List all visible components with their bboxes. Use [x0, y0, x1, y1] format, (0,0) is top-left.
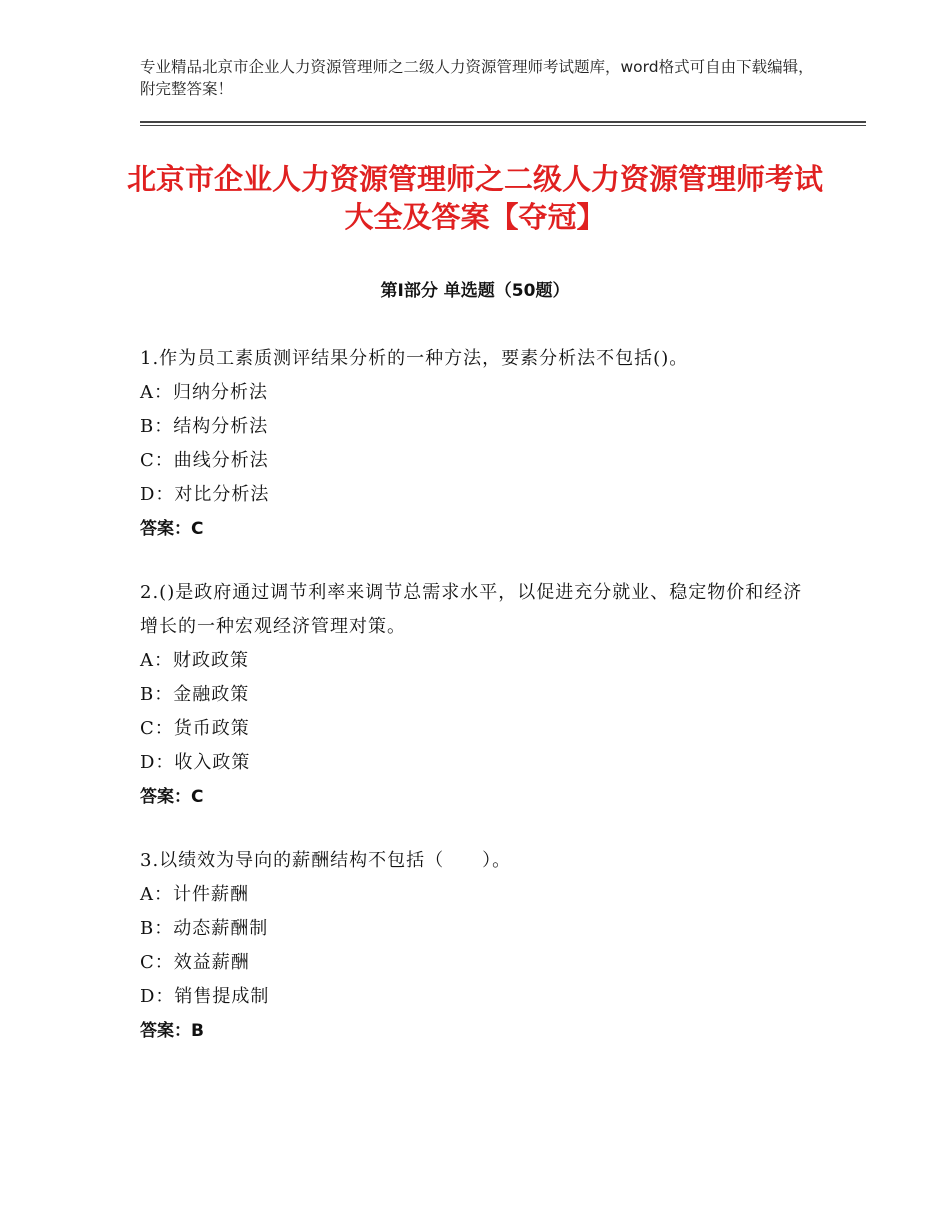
- answer: 答案：B: [140, 1021, 204, 1041]
- option-a: A：归纳分析法: [140, 382, 268, 403]
- option-a: A：计件薪酬: [140, 884, 249, 905]
- question-stem: 2.()是政府通过调节利率来调节总需求水平，以促进充分就业、稳定物价和经济增长的一种宏观经济管理对策。: [140, 582, 803, 637]
- option-b: B：结构分析法: [140, 416, 269, 437]
- header-rule-thin: [140, 125, 866, 126]
- option-d: D：对比分析法: [140, 484, 270, 505]
- option-c: C：货币政策: [140, 718, 250, 739]
- option-d: D：销售提成制: [140, 986, 270, 1007]
- document-title: 北京市企业人力资源管理师之二级人力资源管理师考试大全及答案【夺冠】: [126, 162, 823, 234]
- question-1: [140, 342, 812, 546]
- section-title: 第Ⅰ部分 单选题（50题）: [380, 281, 570, 301]
- option-b: B：动态薪酬制: [140, 918, 269, 939]
- option-a: A：财政政策: [140, 650, 249, 671]
- question-3: [140, 844, 812, 1048]
- option-d: D：收入政策: [140, 752, 251, 773]
- option-b: B：金融政策: [140, 684, 250, 705]
- header-note: 专业精品北京市企业人力资源管理师之二级人力资源管理师考试题库，word格式可自由下载编辑，附完整答案！: [140, 58, 814, 98]
- question-stem: 1.作为员工素质测评结果分析的一种方法，要素分析法不包括()。: [140, 348, 689, 369]
- question-list: [140, 342, 812, 1078]
- question-2: [140, 576, 812, 814]
- answer: 答案：C: [140, 787, 204, 807]
- header-rule-thick: [140, 121, 866, 123]
- answer: 答案：C: [140, 519, 204, 539]
- option-c: C：曲线分析法: [140, 450, 269, 471]
- option-c: C：效益薪酬: [140, 952, 250, 973]
- question-stem: 3.以绩效为导向的薪酬结构不包括（ ）。: [140, 850, 512, 871]
